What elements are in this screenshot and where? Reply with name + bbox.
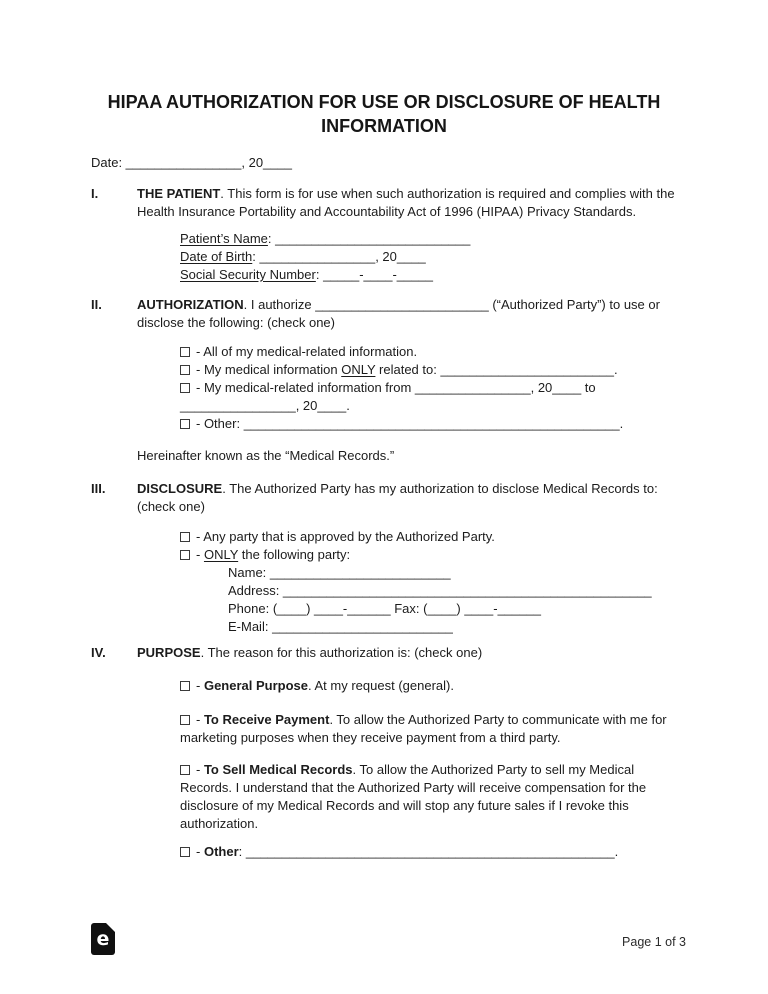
option-any-party: [180, 528, 679, 546]
section-patient: [91, 185, 679, 284]
purpose-options: [180, 677, 679, 861]
field-label: Date of Birth: [180, 249, 253, 264]
section-heading: AUTHORIZATION: [137, 297, 244, 312]
section-purpose: [91, 644, 679, 861]
option-only-related-to: - My medical information ONLY related to: ________________________.: [180, 361, 679, 379]
field-label: Name:: [228, 565, 270, 580]
section-body-text: . This form is for use when such authorization is required and complies with the Health Insurance Portability and Accountability Act of 1996 (HIPAA) Privacy Standards.: [137, 186, 675, 219]
authorization-options: [180, 343, 679, 433]
checkbox-icon[interactable]: [180, 550, 190, 560]
patient-name-blank: ___________________________: [275, 231, 471, 246]
option-text: - Any party that is approved by the Authorized Party.: [196, 529, 495, 544]
ssn-blank: _____-____-_____: [323, 267, 433, 282]
date-of-birth-blank: ________________: [259, 249, 376, 264]
party-email-blank: _________________________: [272, 619, 453, 634]
from-date-blank: ________________: [414, 380, 531, 395]
logo-letter: e: [96, 928, 110, 950]
patient-name-field: Patient’s Name: ___________________________: [180, 231, 471, 246]
ssn-field: Social Security Number: _____-____-_____: [180, 267, 433, 282]
section-numeral: II.: [91, 297, 102, 312]
section-patient-intro: [137, 185, 679, 221]
checkbox-icon[interactable]: [180, 765, 190, 775]
other-blank: ____________________________________________________: [243, 416, 620, 431]
checkbox-icon[interactable]: [180, 383, 190, 393]
field-label: E-Mail:: [228, 619, 273, 634]
option-receive-payment: - To Receive Payment. To allow the Authorized Party to communicate with me for marketing purposes when they receive payment from a third party.: [180, 712, 667, 745]
section-heading: DISCLOSURE: [137, 481, 223, 496]
checkbox-icon[interactable]: [180, 681, 190, 691]
party-address-field: [228, 582, 679, 600]
other-purpose-blank: ___________________________________________________: [245, 844, 615, 859]
related-to-blank: ________________________: [440, 362, 614, 377]
option-text: - All of my medical-related information.: [196, 344, 418, 359]
option-date-range: - My medical-related information from ________________, 20____ to ________________, 20____.: [180, 380, 596, 413]
medical-records-footnote: Hereinafter known as the “Medical Records.”: [137, 448, 395, 463]
eforms-document-logo-icon: [91, 923, 115, 955]
patient-fields: [180, 230, 679, 284]
section-purpose-intro: [137, 644, 679, 662]
field-label: Social Security Number: [180, 267, 316, 282]
disclosure-options: [180, 528, 679, 564]
section-numeral: III.: [91, 481, 106, 496]
section-numeral: I.: [91, 186, 99, 201]
section-numeral: IV.: [91, 645, 106, 660]
to-date-blank: ________________: [180, 398, 296, 413]
section-heading: PURPOSE: [137, 645, 201, 660]
section-authorization-intro: AUTHORIZATION. I authorize ________________________ (“Authorized Party”) to use or disclose the following: (check one): [137, 297, 660, 330]
page-indicator: Page 1 of 3: [622, 935, 686, 949]
section-disclosure-intro: [137, 480, 679, 516]
section-heading: THE PATIENT: [137, 186, 221, 201]
checkbox-icon[interactable]: [180, 715, 190, 725]
option-other-purpose: - Other: ___________________________________________________.: [180, 843, 679, 861]
option-other-authorization: - Other: ____________________________________________________.: [180, 415, 679, 433]
option-only-party: - ONLY the following party:: [180, 546, 679, 564]
section-authorization: [91, 296, 679, 465]
checkbox-icon[interactable]: [180, 419, 190, 429]
party-name-field: [228, 564, 679, 582]
document-title: HIPAA AUTHORIZATION FOR USE OR DISCLOSURE OF HEALTH INFORMATION: [107, 92, 661, 136]
party-address-blank: ___________________________________________________: [282, 583, 652, 598]
section-body-text: . The Authorized Party has my authorization to disclose Medical Records to: (check one): [137, 481, 658, 514]
section-body-text: . The reason for this authorization is: (check one): [200, 645, 483, 660]
authorized-party-blank: ________________________: [315, 297, 489, 312]
party-name-blank: _________________________: [269, 565, 451, 580]
checkbox-icon[interactable]: [180, 532, 190, 542]
section-disclosure: [91, 480, 679, 636]
date-of-birth-field: Date of Birth: ________________, 20____: [180, 249, 426, 264]
field-label: Patient’s Name: [180, 231, 268, 246]
document-content: [91, 154, 679, 861]
party-phone-fax-field: [228, 600, 679, 618]
party-email-field: [228, 618, 679, 636]
field-label: Address:: [228, 583, 283, 598]
checkbox-icon[interactable]: [180, 347, 190, 357]
date-field: Date: ________________, 20____: [91, 155, 292, 170]
checkbox-icon[interactable]: [180, 847, 190, 857]
checkbox-icon[interactable]: [180, 365, 190, 375]
option-sell-medical-records: - To Sell Medical Records. To allow the Authorized Party to sell my Medical Records. I understand that the Authorized Party will receive compensation for the disclosure of my Medical Records and will stop any future sales if I revoke this authorization.: [180, 762, 647, 831]
option-all-medical-info: [180, 343, 679, 361]
option-general-purpose: - General Purpose. At my request (general).: [180, 677, 679, 695]
party-fields: [228, 564, 679, 636]
field-label: Phone: (____) ____-______ Fax: (____) ____-______: [228, 601, 541, 616]
